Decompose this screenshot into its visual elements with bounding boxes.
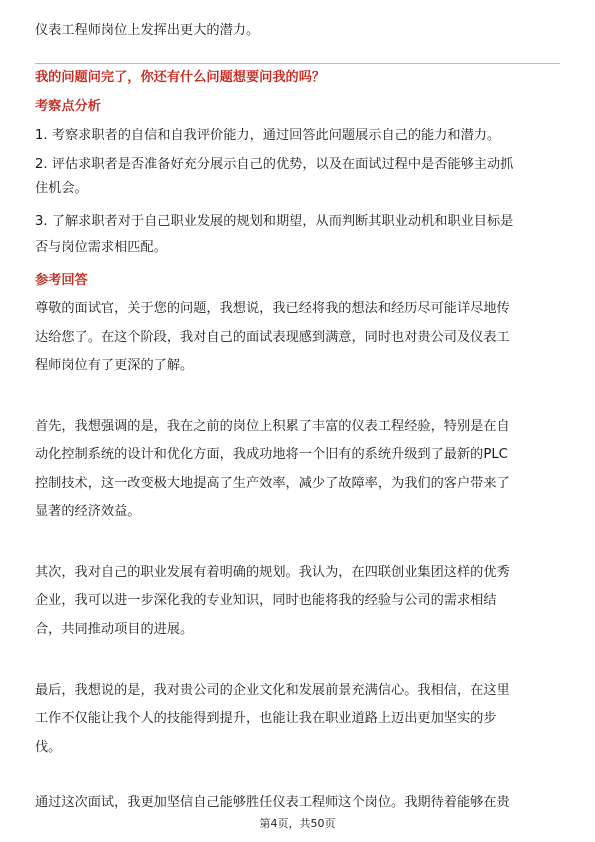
answer-line: 通过这次面试，我更加坚信自己能够胜任仪表工程师这个岗位。我期待着能够在贵 bbox=[35, 795, 510, 810]
answer-line: 工作不仅能让我个人的技能得到提升，也能让我在职业道路上迈出更加坚实的步 bbox=[35, 711, 497, 726]
analysis-line: 2. 评估求职者是否准备好充分展示自己的优势，以及在面试过程中是否能够主动抓 bbox=[35, 157, 514, 172]
answer-line: 最后，我想说的是，我对贵公司的企业文化和发展前景充满信心。我相信，在这里 bbox=[35, 683, 510, 698]
answer-line: 达给您了。在这个阶段，我对自己的面试表现感到满意，同时也对贵公司及仪表工 bbox=[35, 330, 510, 345]
analysis-line: 否与岗位需求相匹配。 bbox=[35, 240, 167, 255]
section-divider bbox=[35, 63, 560, 64]
analysis-line: 3. 了解求职者对于自己职业发展的规划和期望，从而判断其职业动机和职业目标是 bbox=[35, 214, 514, 229]
answer-line: 企业，我可以进一步深化我的专业知识，同时也能将我的经验与公司的需求相结 bbox=[35, 593, 497, 608]
answer-line: 伐。 bbox=[35, 740, 62, 755]
answer-line: 首先，我想强调的是，我在之前的岗位上积累了丰富的仪表工程经验，特别是在自 bbox=[35, 419, 510, 434]
question-heading: 我的问题问完了，你还有什么问题想要问我的吗？ bbox=[35, 70, 326, 85]
answer-line: 动化控制系统的设计和优化方面，我成功地将一个旧有的系统升级到了最新的PLC bbox=[35, 447, 508, 462]
answer-line: 显著的经济效益。 bbox=[35, 504, 141, 519]
analysis-line: 住机会。 bbox=[35, 181, 88, 196]
answer-line: 其次，我对自己的职业发展有着明确的规划。我认为，在四联创业集团这样的优秀 bbox=[35, 565, 510, 580]
continuation-line: 仪表工程师岗位上发挥出更大的潜力。 bbox=[35, 23, 260, 38]
page-number: 第4页，共50页 bbox=[259, 817, 336, 830]
analysis-heading: 考察点分析 bbox=[35, 99, 101, 114]
answer-line: 控制技术，这一改变极大地提高了生产效率，减少了故障率，为我们的客户带来了 bbox=[35, 476, 510, 491]
answer-line: 程师岗位有了更深的了解。 bbox=[35, 358, 194, 373]
answer-line: 尊敬的面试官，关于您的问题，我想说，我已经将我的想法和经历尽可能详尽地传 bbox=[35, 301, 510, 316]
answer-heading: 参考回答 bbox=[35, 273, 88, 288]
analysis-line: 1. 考察求职者的自信和自我评价能力，通过回答此问题展示自己的能力和潜力。 bbox=[35, 128, 501, 143]
answer-line: 合，共同推动项目的进展。 bbox=[35, 622, 194, 637]
